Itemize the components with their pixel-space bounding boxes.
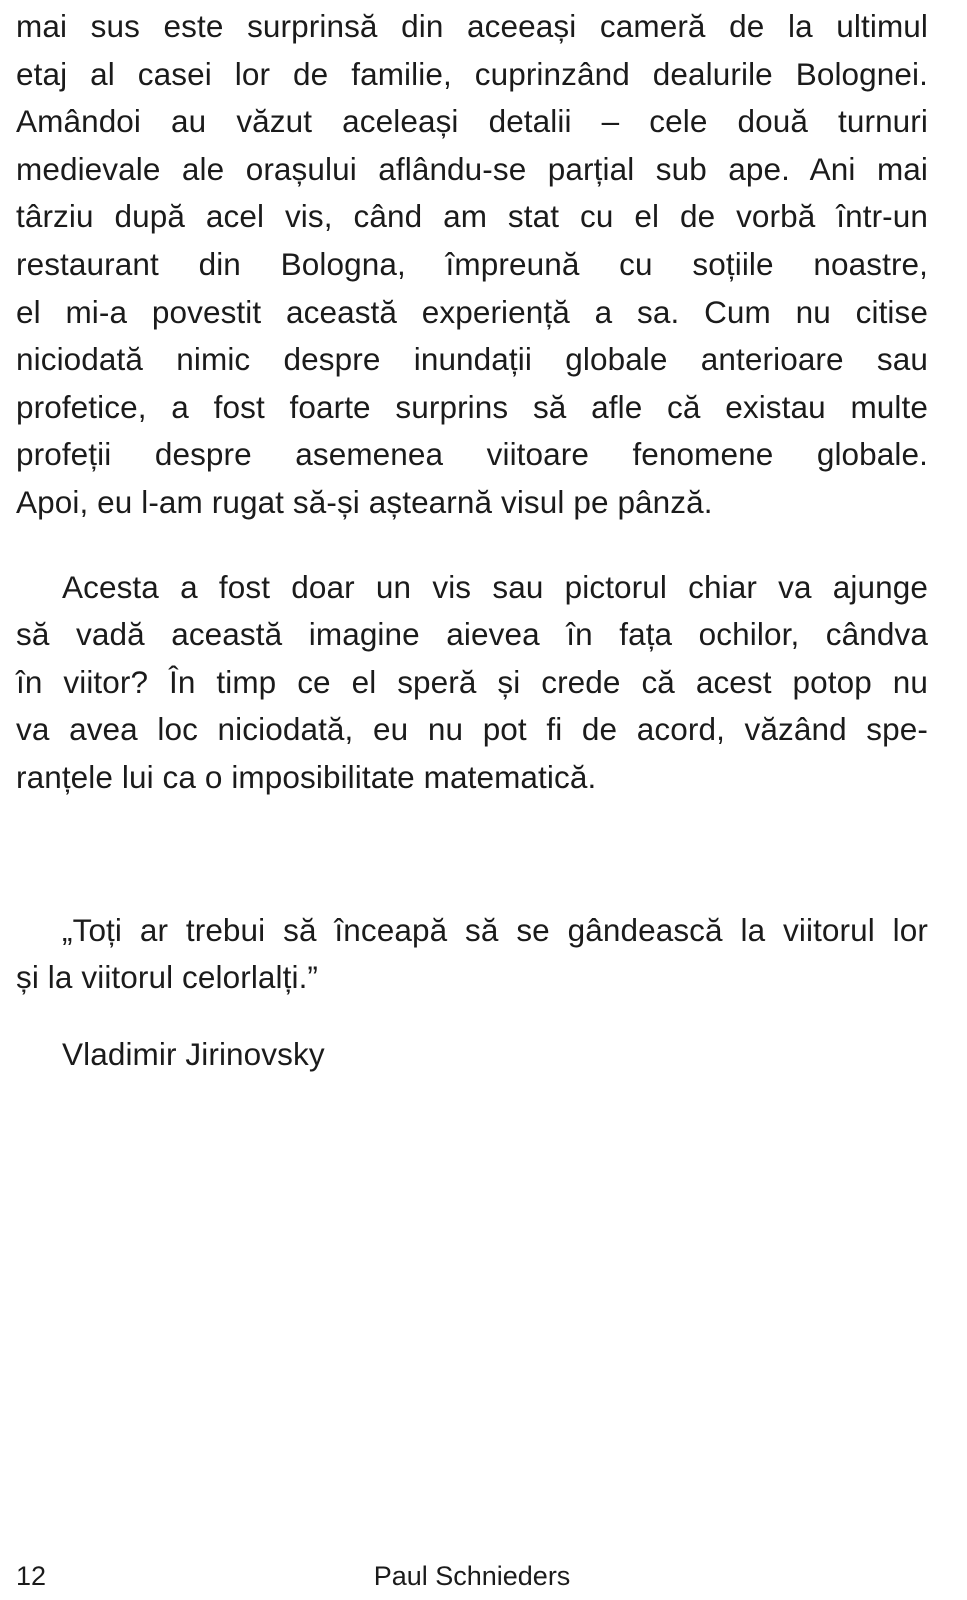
quote-paragraph (16, 907, 928, 1002)
text-line: târziu după acel vis, când am stat cu el de vorbă într-un (16, 198, 928, 235)
text-line: va avea loc niciodată, eu nu pot fi de acord, văzând spe- (16, 711, 928, 748)
quote-attribution: Vladimir Jirinovsky (62, 1035, 325, 1072)
text-line: ranțele lui ca o imposibilitate matematică. (16, 758, 597, 795)
text-line: mai sus este surprinsă din aceeași cameră de la ultimul (16, 8, 928, 44)
text-line: etaj al casei lor de familie, cuprinzând dealurile Bolognei. (16, 55, 928, 92)
text-line: Apoi, eu l-am rugat să-și aștearnă visul pe pânză. (16, 483, 713, 520)
text-line: Amândoi au văzut aceleași detalii – cele două turnuri (16, 103, 928, 140)
paragraph (16, 564, 928, 802)
text-line: în viitor? În timp ce el speră și crede că acest potop nu (16, 663, 928, 700)
page-number: 12 (16, 1561, 47, 1591)
quote-line: și la viitorul celorlalți.” (16, 959, 319, 996)
text-line: restaurant din Bologna, împreună cu soțiile noastre, (16, 245, 928, 282)
page-body (16, 3, 928, 1078)
text-line: el mi-a povestit această experiență a sa. Cum nu citise (16, 293, 928, 330)
text-line: medievale ale orașului aflându-se parțial sub ape. Ani mai (16, 150, 928, 187)
text-line: să vadă această imagine aievea în fața ochilor, cândva (16, 616, 928, 653)
text-line: profetice, a fost foarte surprins să afle că existau multe (16, 388, 928, 425)
paragraph-continuation (16, 3, 928, 527)
page-footer (16, 1556, 928, 1596)
text-line: Acesta a fost doar un vis sau pictorul chiar va ajunge (62, 568, 928, 605)
quote-line: „Toți ar trebui să înceapă să se gândească la viitorul lor (62, 911, 928, 948)
running-footer-author: Paul Schnieders (373, 1561, 571, 1591)
text-line: profeții despre asemenea viitoare fenomene globale. (16, 436, 928, 473)
text-line: niciodată nimic despre inundații globale anterioare sau (16, 341, 928, 378)
